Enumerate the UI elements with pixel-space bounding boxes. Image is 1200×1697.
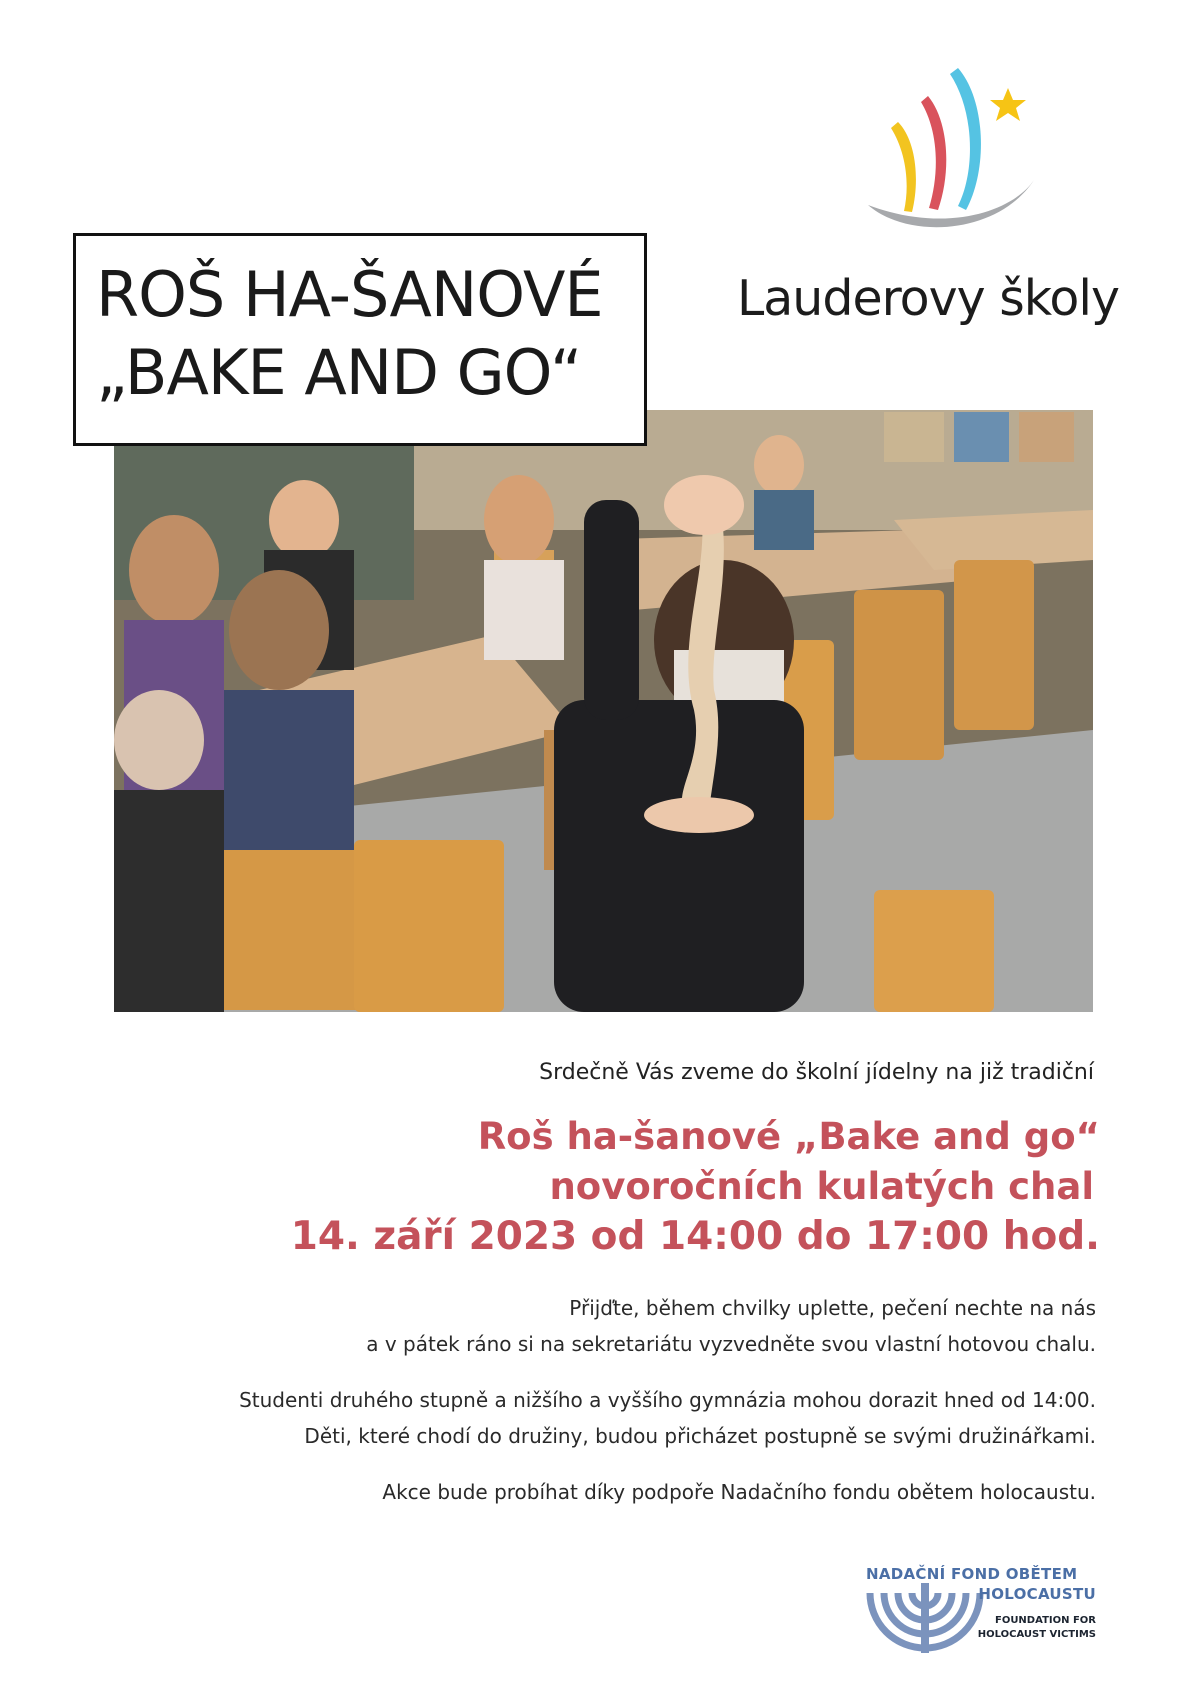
foundation-name-line-1: NADAČNÍ FOND OBĚTEM bbox=[866, 1565, 1078, 1583]
paragraph-line: a v pátek ráno si na sekretariátu vyzvedněte svou vlastní hotovou chalu. bbox=[366, 1332, 1096, 1356]
invitation-intro: Srdečně Vás zveme do školní jídelny na již tradiční bbox=[539, 1060, 1094, 1085]
headline-line-1: Roš ha-šanové „Bake and go“ bbox=[477, 1115, 1100, 1158]
menorah-icon bbox=[866, 1583, 984, 1653]
foundation-name-line-2: HOLOCAUSTU bbox=[978, 1585, 1096, 1603]
title-box bbox=[73, 233, 647, 446]
headline-line-2: novoročních kulatých chal bbox=[549, 1165, 1094, 1208]
school-logo bbox=[728, 60, 1128, 340]
children-baking-photo bbox=[114, 410, 1093, 1012]
ship-sails-star-logo-icon bbox=[828, 60, 1048, 260]
paragraph-students bbox=[239, 1382, 1096, 1454]
headline-date: 14. září 2023 od 14:00 do 17:00 hod. bbox=[290, 1214, 1100, 1259]
title-line-2: „BAKE AND GO“ bbox=[96, 336, 582, 409]
school-name: Lauderovy školy bbox=[736, 270, 1119, 327]
paragraph-line: Akce bude probíhat díky podpoře Nadačního fondu obětem holocaustu. bbox=[382, 1480, 1096, 1504]
foundation-en-line-1: FOUNDATION FOR bbox=[994, 1615, 1096, 1626]
paragraph-support bbox=[382, 1474, 1096, 1510]
paragraph-bake bbox=[366, 1290, 1096, 1362]
paragraph-line: Děti, které chodí do družiny, budou přicházet postupně se svými družinářkami. bbox=[304, 1424, 1096, 1448]
paragraph-line: Přijďte, během chvilky uplette, pečení nechte na nás bbox=[569, 1296, 1096, 1320]
event-headline bbox=[291, 1112, 1100, 1262]
title-line-1: ROŠ HA-ŠANOVÉ bbox=[96, 258, 603, 331]
foundation-en-line-2: HOLOCAUST VICTIMS bbox=[977, 1629, 1096, 1640]
paragraph-line: Studenti druhého stupně a nižšího a vyššího gymnázia mohou dorazit hned od 14:00. bbox=[239, 1388, 1096, 1412]
foundation-logo bbox=[866, 1565, 1096, 1665]
